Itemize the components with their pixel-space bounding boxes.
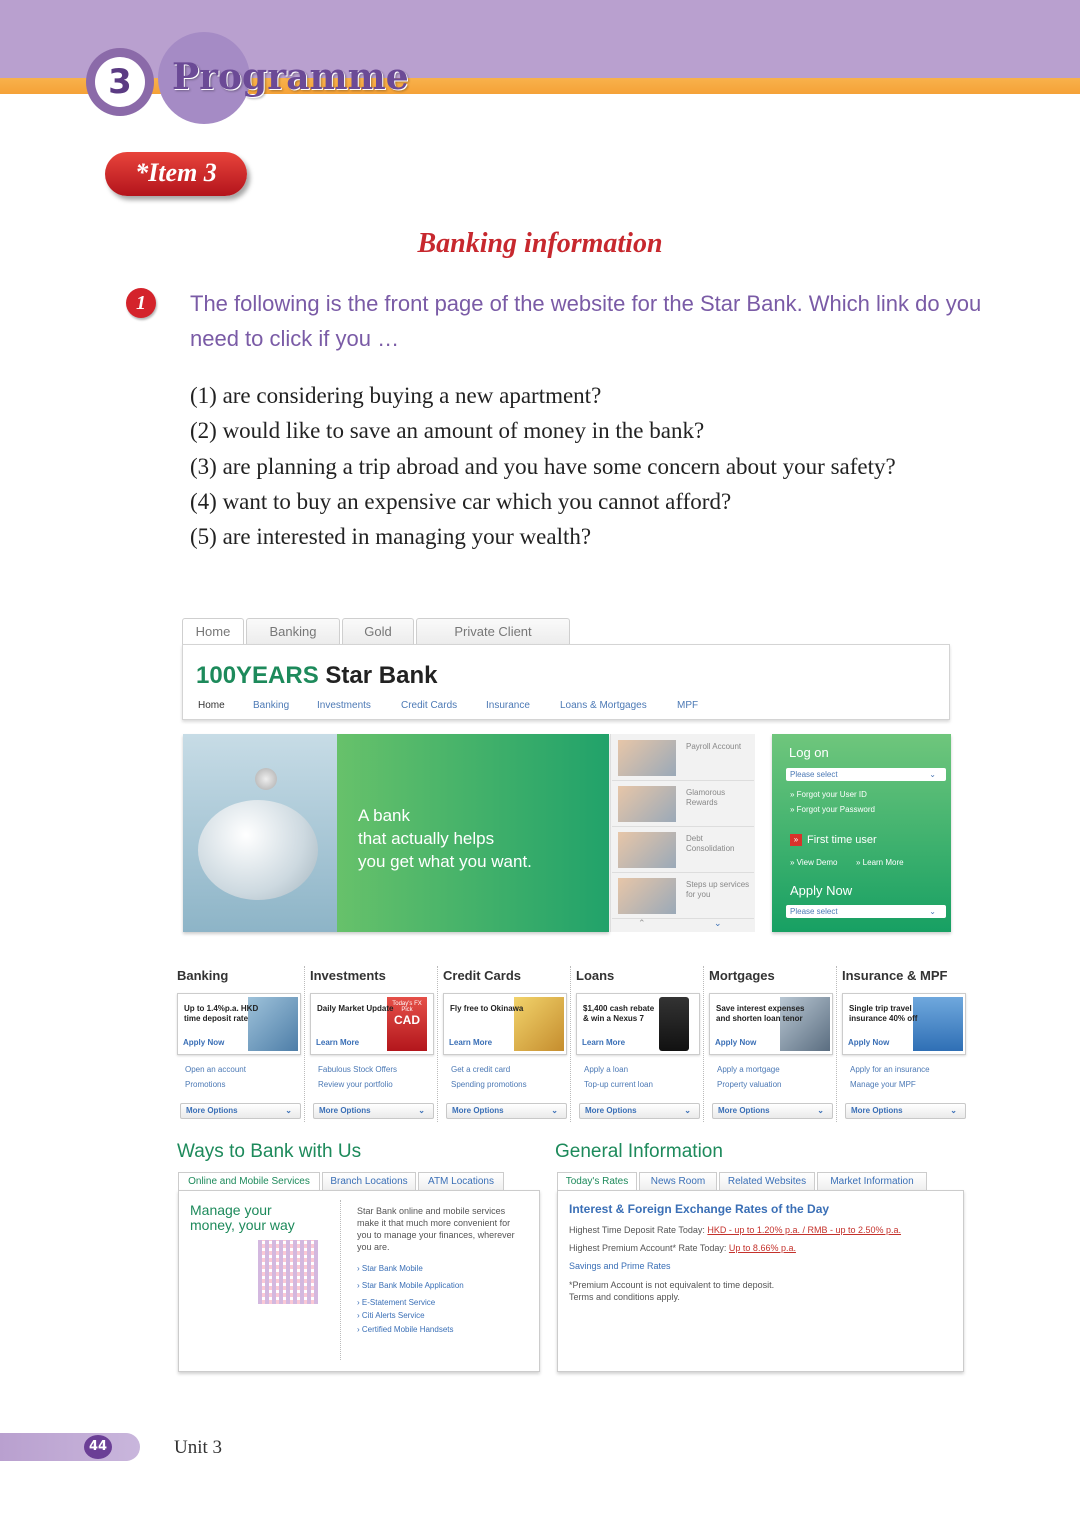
col-title-insurance-mpf: Insurance & MPF bbox=[842, 968, 948, 983]
tab-branch-locations[interactable]: Branch Locations bbox=[322, 1172, 416, 1191]
footer-bar bbox=[0, 1433, 140, 1461]
promo-insurance[interactable] bbox=[842, 993, 966, 1055]
side-thumb bbox=[618, 786, 676, 822]
hero-line: you get what you want. bbox=[358, 852, 532, 871]
nav-insurance[interactable]: Insurance bbox=[486, 700, 530, 711]
link-spending-promotions[interactable]: Spending promotions bbox=[451, 1080, 527, 1089]
nav-loans-mortgages[interactable]: Loans & Mortgages bbox=[560, 700, 647, 711]
more-options-loans[interactable] bbox=[579, 1103, 700, 1119]
apply-now-title: Apply Now bbox=[790, 883, 853, 898]
rates-heading: Interest & Foreign Exchange Rates of the Day bbox=[569, 1202, 830, 1216]
tab-related-websites[interactable]: Related Websites bbox=[719, 1172, 815, 1191]
promo-credit-cards[interactable] bbox=[443, 993, 567, 1055]
logo-prefix: 100YEARS bbox=[196, 662, 319, 689]
site-tab-home[interactable]: Home bbox=[182, 618, 244, 645]
scroll-down-icon[interactable]: ⌄ bbox=[714, 918, 722, 928]
fx-badge-code: CAD bbox=[394, 1013, 420, 1027]
terms-note: Terms and conditions apply. bbox=[569, 1292, 680, 1302]
promo-action[interactable]: Apply Now bbox=[183, 1038, 225, 1047]
link-apply-mortgage[interactable]: Apply a mortgage bbox=[717, 1065, 780, 1074]
savings-prime-rates-link[interactable]: Savings and Prime Rates bbox=[569, 1261, 671, 1271]
promo-loans[interactable] bbox=[576, 993, 700, 1055]
tab-online-mobile[interactable]: Online and Mobile Services bbox=[178, 1172, 320, 1191]
unit-badge-number: 3 bbox=[95, 57, 145, 107]
side-item-debt[interactable] bbox=[612, 828, 754, 873]
side-item-services[interactable] bbox=[612, 874, 754, 919]
site-tab-banking[interactable]: Banking bbox=[246, 618, 340, 645]
bank-logo[interactable] bbox=[196, 662, 437, 690]
more-options-label: More Options bbox=[186, 1106, 238, 1115]
chevron-down-icon: ⌄ bbox=[929, 770, 936, 779]
promo-text: $1,400 cash rebate & win a Nexus 7 bbox=[583, 1004, 655, 1023]
link-review-portfolio[interactable]: Review your portfolio bbox=[318, 1080, 393, 1089]
question-number: 1 bbox=[126, 288, 156, 318]
logo-name: Star Bank bbox=[325, 662, 438, 689]
more-options-label: More Options bbox=[718, 1106, 770, 1115]
page-number: 44 bbox=[84, 1435, 112, 1459]
link-certified-handsets[interactable]: › Certified Mobile Handsets bbox=[357, 1325, 454, 1334]
apply-select-value: Please select bbox=[790, 907, 838, 916]
link-star-bank-mobile[interactable]: › Star Bank Mobile bbox=[357, 1264, 423, 1273]
promo-action[interactable]: Apply Now bbox=[715, 1038, 757, 1047]
chevron-down-icon: ⌄ bbox=[285, 1106, 292, 1115]
col-title-banking: Banking bbox=[177, 968, 229, 983]
more-options-label: More Options bbox=[851, 1106, 903, 1115]
link-label: Star Bank Mobile Application bbox=[361, 1281, 464, 1290]
premium-account-rate bbox=[569, 1243, 796, 1253]
premium-note: *Premium Account is not equivalent to time deposit. bbox=[569, 1280, 775, 1290]
site-tab-private-client[interactable]: Private Client bbox=[416, 618, 570, 645]
divider bbox=[437, 966, 438, 1122]
divider bbox=[836, 966, 837, 1122]
forgot-password-link[interactable]: » Forgot your Password bbox=[790, 805, 875, 814]
hero-line: A bank bbox=[358, 806, 410, 825]
chevron-down-icon: ⌄ bbox=[950, 1106, 957, 1115]
chevron-down-icon: ⌄ bbox=[551, 1106, 558, 1115]
side-thumb bbox=[618, 740, 676, 776]
side-label: Payroll Account bbox=[686, 742, 742, 751]
question-intro: The following is the front page of the website for the Star Bank. Which link do you need to click if you … bbox=[190, 291, 982, 351]
promo-action[interactable]: Apply Now bbox=[848, 1038, 890, 1047]
forgot-user-id-link[interactable]: » Forgot your User ID bbox=[790, 790, 867, 799]
hero-text bbox=[358, 804, 608, 873]
link-apply-loan[interactable]: Apply a loan bbox=[584, 1065, 629, 1074]
chevron-down-icon: ⌄ bbox=[817, 1106, 824, 1115]
promo-text: Up to 1.4%p.a. HKD time deposit rate bbox=[184, 1004, 259, 1023]
rate-label: Highest Premium Account* Rate Today: bbox=[569, 1243, 729, 1253]
chevron-down-icon: ⌄ bbox=[929, 907, 936, 916]
question-item: (3) are planning a trip abroad and you have some concern about your safety? bbox=[190, 453, 896, 479]
nav-banking[interactable]: Banking bbox=[253, 700, 290, 711]
piggy-bank-icon bbox=[198, 800, 318, 900]
more-options-label: More Options bbox=[319, 1106, 371, 1115]
divider bbox=[703, 966, 704, 1122]
scroll-up-icon[interactable]: ⌃ bbox=[638, 918, 646, 928]
col-title-investments: Investments bbox=[310, 968, 386, 983]
item-label: *Item 3 bbox=[105, 152, 247, 196]
ways-heading: Manage your money, your way bbox=[190, 1202, 295, 1233]
more-options-banking[interactable] bbox=[180, 1103, 301, 1119]
promo-text: Fly free to Okinawa bbox=[450, 1004, 524, 1013]
link-manage-mpf[interactable]: Manage your MPF bbox=[850, 1080, 916, 1089]
site-tab-gold[interactable]: Gold bbox=[342, 618, 414, 645]
link-apply-insurance[interactable]: Apply for an insurance bbox=[850, 1065, 930, 1074]
divider bbox=[304, 966, 305, 1122]
link-get-credit-card[interactable]: Get a credit card bbox=[451, 1065, 511, 1074]
section-title: Banking information bbox=[417, 228, 663, 259]
promo-action[interactable]: Learn More bbox=[449, 1038, 493, 1047]
logon-select-value: Please select bbox=[790, 770, 838, 779]
side-item-rewards[interactable] bbox=[612, 782, 754, 827]
promo-action[interactable]: Learn More bbox=[316, 1038, 360, 1047]
promo-text: Save interest expenses and shorten loan tenor bbox=[716, 1004, 805, 1023]
logon-learn-more-link[interactable]: » Learn More bbox=[856, 858, 904, 867]
side-thumb bbox=[618, 832, 676, 868]
promo-mortgages[interactable] bbox=[709, 993, 833, 1055]
question-item: (5) are interested in managing your wealth? bbox=[190, 524, 592, 550]
question-list bbox=[190, 378, 1050, 554]
tab-market-information[interactable]: Market Information bbox=[817, 1172, 927, 1191]
divider bbox=[570, 966, 571, 1122]
fx-badge-label: Today's FX Pick bbox=[392, 1001, 422, 1013]
more-options-label: More Options bbox=[585, 1106, 637, 1115]
col-title-loans: Loans bbox=[576, 968, 615, 983]
side-item-payroll[interactable] bbox=[612, 736, 754, 781]
view-demo-link[interactable]: » View Demo bbox=[790, 858, 838, 867]
link-mobile-application[interactable]: › Star Bank Mobile Application bbox=[357, 1281, 464, 1290]
link-stock-offers[interactable]: Fabulous Stock Offers bbox=[318, 1065, 397, 1074]
link-promotions[interactable]: Promotions bbox=[185, 1080, 226, 1089]
devices-icon bbox=[258, 1240, 318, 1304]
ways-description: Star Bank online and mobile services make it that much more convenient for you to manage your finances, wherever you are. bbox=[357, 1206, 515, 1252]
logon-select[interactable] bbox=[786, 768, 946, 781]
nav-investments[interactable]: Investments bbox=[317, 700, 371, 711]
link-label: Certified Mobile Handsets bbox=[361, 1325, 454, 1334]
promo-action[interactable]: Learn More bbox=[582, 1038, 626, 1047]
more-options-label: More Options bbox=[452, 1106, 504, 1115]
side-label: Debt Consolidation bbox=[686, 834, 735, 853]
phone-icon bbox=[659, 997, 689, 1051]
tab-atm-locations[interactable]: ATM Locations bbox=[418, 1172, 504, 1191]
side-thumb bbox=[618, 878, 676, 914]
link-estatement[interactable]: › E-Statement Service bbox=[357, 1298, 436, 1307]
link-label: Star Bank Mobile bbox=[361, 1264, 423, 1273]
divider bbox=[340, 1200, 341, 1360]
tab-news-room[interactable]: News Room bbox=[639, 1172, 717, 1191]
coin-icon bbox=[255, 768, 277, 790]
premium-rate-link[interactable]: Up to 8.66% p.a. bbox=[728, 1243, 796, 1253]
more-options-credit-cards[interactable] bbox=[446, 1103, 567, 1119]
programme-title: Programme bbox=[172, 56, 409, 98]
more-options-insurance[interactable] bbox=[845, 1103, 966, 1119]
promo-banking[interactable] bbox=[177, 993, 301, 1055]
chevron-down-icon: ⌄ bbox=[684, 1106, 691, 1115]
unit-label: Unit 3 bbox=[174, 1437, 223, 1458]
promo-text: Single trip travel insurance 40% off bbox=[849, 1004, 918, 1023]
promo-investments[interactable] bbox=[310, 993, 434, 1055]
hero-line: that actually helps bbox=[358, 829, 495, 848]
promo-text: Daily Market Update bbox=[317, 1004, 394, 1013]
nav-credit-cards[interactable]: Credit Cards bbox=[401, 700, 458, 711]
rate-label: Highest Time Deposit Rate Today: bbox=[569, 1225, 708, 1235]
question-item: (4) want to buy an expensive car which you cannot afford? bbox=[190, 488, 732, 514]
apply-select[interactable] bbox=[786, 905, 946, 918]
nav-home[interactable]: Home bbox=[198, 700, 225, 711]
link-property-valuation[interactable]: Property valuation bbox=[717, 1080, 782, 1089]
more-options-investments[interactable] bbox=[313, 1103, 434, 1119]
col-title-mortgages: Mortgages bbox=[709, 968, 775, 983]
chevron-down-icon: ⌄ bbox=[418, 1106, 425, 1115]
link-label: E-Statement Service bbox=[361, 1298, 436, 1307]
time-deposit-rate bbox=[569, 1225, 901, 1235]
link-topup-loan[interactable]: Top-up current loan bbox=[584, 1080, 653, 1089]
first-time-user-link[interactable]: First time user bbox=[807, 834, 877, 846]
tab-todays-rates[interactable]: Today's Rates bbox=[557, 1172, 637, 1191]
arrow-icon: » bbox=[790, 834, 802, 846]
question-item: (2) would like to save an amount of money in the bank? bbox=[190, 418, 705, 444]
col-title-credit-cards: Credit Cards bbox=[443, 968, 522, 983]
time-deposit-rate-link[interactable]: HKD - up to 1.20% p.a. / RMB - up to 2.50% p.a. bbox=[707, 1225, 902, 1235]
nav-mpf[interactable]: MPF bbox=[677, 700, 699, 711]
link-alerts-service[interactable]: › Citi Alerts Service bbox=[357, 1311, 425, 1320]
more-options-mortgages[interactable] bbox=[712, 1103, 833, 1119]
side-label: Glamorous Rewards bbox=[686, 788, 726, 807]
side-label: Steps up services for you bbox=[686, 880, 750, 899]
question-item: (1) are considering buying a new apartment? bbox=[190, 383, 602, 408]
link-open-account[interactable]: Open an account bbox=[185, 1065, 246, 1074]
logon-panel bbox=[772, 734, 951, 932]
link-label: Citi Alerts Service bbox=[361, 1311, 425, 1320]
general-title: General Information bbox=[555, 1141, 723, 1162]
ways-title: Ways to Bank with Us bbox=[177, 1141, 362, 1162]
logon-title: Log on bbox=[789, 745, 829, 760]
